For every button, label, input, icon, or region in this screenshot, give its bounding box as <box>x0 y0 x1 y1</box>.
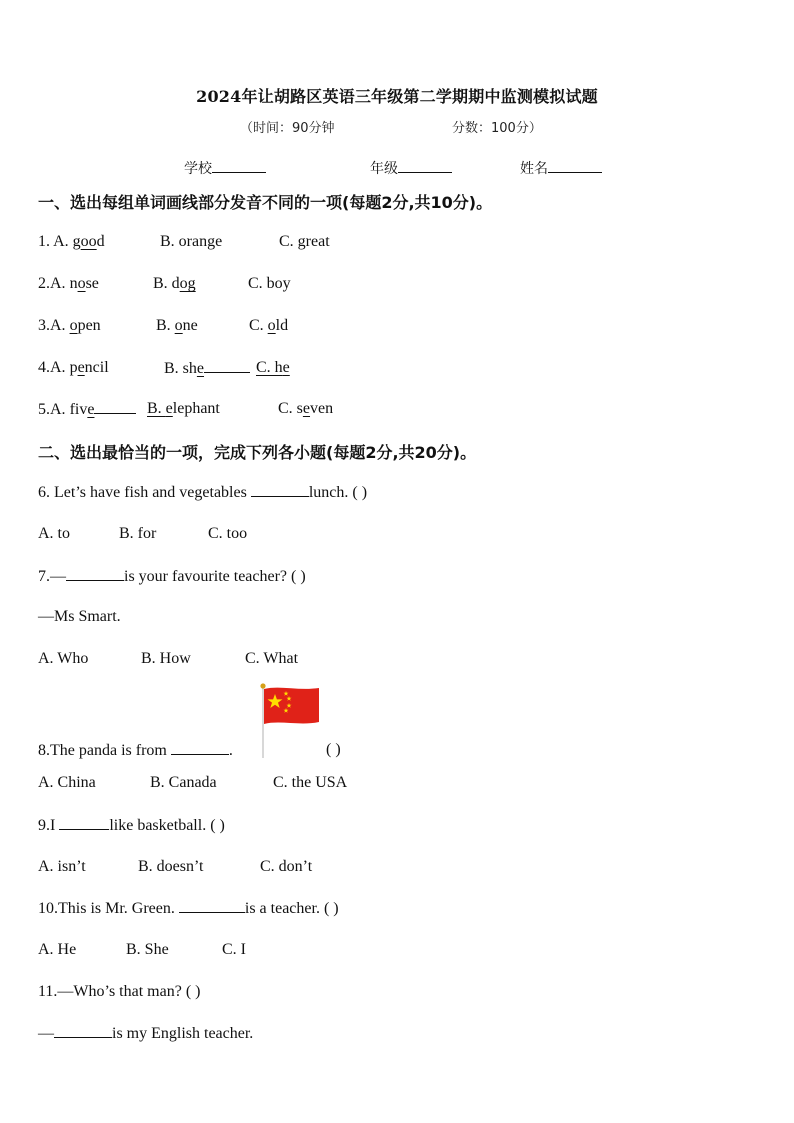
q10-option-b: B. She <box>126 941 169 958</box>
q5-option-c: C. seven <box>278 400 334 417</box>
question-5: 5.A. five <box>38 400 136 419</box>
grade-field <box>370 158 452 178</box>
q8-option-a: A. China <box>38 774 96 791</box>
china-flag-image <box>258 682 322 758</box>
q8-paren: ( ) <box>326 741 341 758</box>
q6-option-a: A. to <box>38 525 70 542</box>
section-2-heading: 二、选出最恰当的一项，完成下列各小题(每题2分,共20分)。 <box>38 443 477 462</box>
page-title: 2024年让胡路区英语三年级第二学期期中监测模拟试题 <box>196 87 598 106</box>
question-1: 1. A. good <box>38 233 105 250</box>
question-4: 4.A. pencil <box>38 359 109 376</box>
school-field <box>184 158 266 178</box>
q5-gap-line <box>94 400 136 414</box>
q7-answer-blank[interactable] <box>66 567 124 581</box>
q2-option-c: C. boy <box>248 275 291 292</box>
q8-option-b: B. Canada <box>150 774 217 791</box>
question-6: 6. Let’s have fish and vegetables lunch. ( ) <box>38 484 368 501</box>
question-8: 8.The panda is from . <box>38 742 233 759</box>
grade-label: 年级 <box>370 161 398 177</box>
q4-option-b: B. she <box>164 359 250 378</box>
q1-option-c: C. great <box>279 233 330 250</box>
flag-pole-finial <box>260 683 265 688</box>
q4-gap-line <box>204 359 250 373</box>
q11-answer-blank[interactable] <box>54 1024 112 1038</box>
q4-option-c: C. he <box>256 359 290 376</box>
q1-option-b: B. orange <box>160 233 223 250</box>
q10-option-c: C. I <box>222 941 246 958</box>
q8-answer-blank[interactable] <box>171 741 229 755</box>
q7-option-c: C. What <box>245 650 299 667</box>
q11-answer: — is my English teacher. <box>38 1025 254 1042</box>
name-blank[interactable] <box>548 158 602 173</box>
name-field <box>520 158 602 178</box>
school-blank[interactable] <box>212 158 266 173</box>
q7-option-b: B. How <box>141 650 191 667</box>
question-9: 9.I like basketball. ( ) <box>38 817 225 834</box>
grade-blank[interactable] <box>398 158 452 173</box>
q9-option-a: A. isn’t <box>38 858 86 875</box>
q9-answer-blank[interactable] <box>59 816 109 830</box>
q9-option-c: C. don’t <box>260 858 313 875</box>
q3-option-b: B. one <box>156 317 198 334</box>
school-label: 学校 <box>184 161 212 177</box>
total-score: 分数：100分） <box>452 121 542 136</box>
q5-option-b: B. elephant <box>147 400 220 417</box>
q6-option-b: B. for <box>119 525 157 542</box>
q2-option-b: B. dog <box>153 275 196 292</box>
q7-option-a: A. Who <box>38 650 89 667</box>
q3-option-c: C. old <box>249 317 289 334</box>
question-3: 3.A. open <box>38 317 101 334</box>
section-1-heading: 一、选出每组单词画线部分发音不同的一项(每题2分,共10分)。 <box>38 193 493 212</box>
question-10: 10.This is Mr. Green. is a teacher. ( ) <box>38 900 339 917</box>
q6-option-c: C. too <box>208 525 248 542</box>
q6-answer-blank[interactable] <box>251 483 309 497</box>
q10-option-a: A. He <box>38 941 77 958</box>
q8-option-c: C. the USA <box>273 774 348 791</box>
q9-option-b: B. doesn’t <box>138 858 204 875</box>
question-2: 2.A. nose <box>38 275 99 292</box>
q7-answer: —Ms Smart. <box>38 608 121 625</box>
name-label: 姓名 <box>520 161 548 177</box>
time-limit: （时间：90分钟 <box>240 121 335 136</box>
question-7: 7.— is your favourite teacher? ( ) <box>38 568 306 585</box>
q10-answer-blank[interactable] <box>179 899 245 913</box>
question-11: 11.—Who’s that man? ( ) <box>38 983 201 1000</box>
